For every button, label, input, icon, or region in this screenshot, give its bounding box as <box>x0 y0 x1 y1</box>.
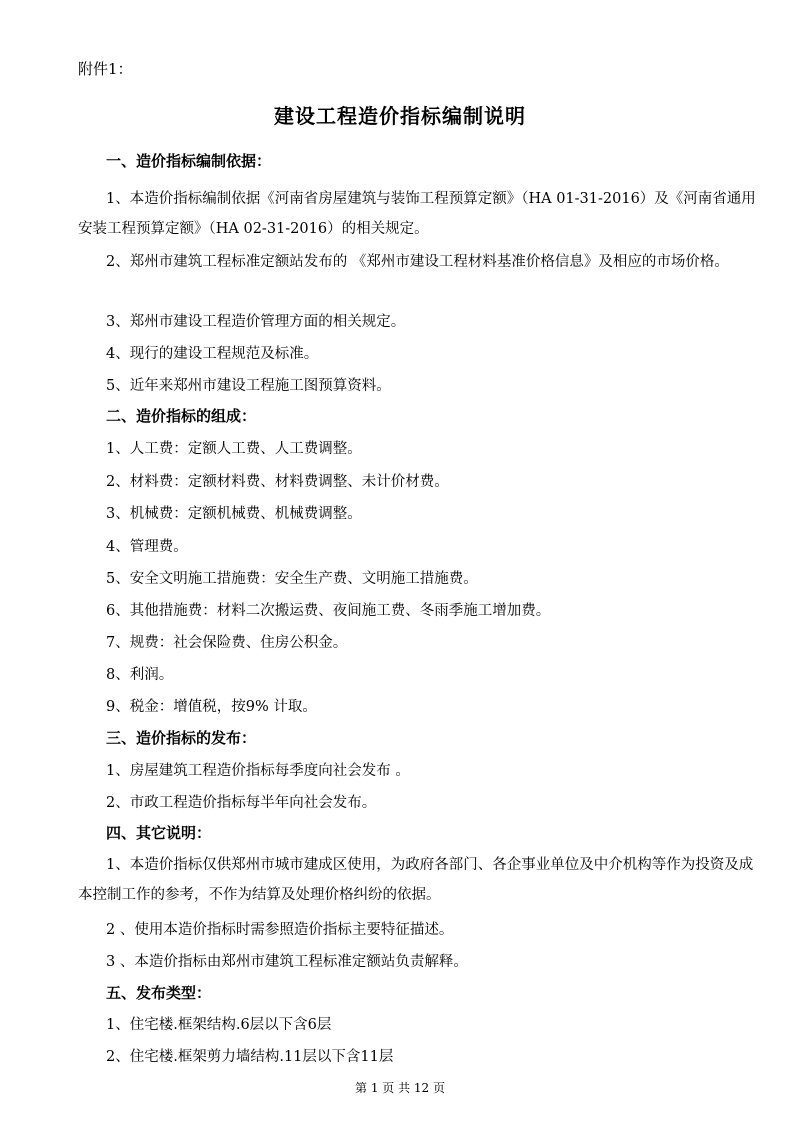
basis-item-1: 1、本造价指标编制依据《河南省房屋建筑与装饰工程预算定额》（HA 01-31-2016）及《河南省通用安装工程预算定额》（HA 02-31-2016）的相关规定。 <box>78 191 756 237</box>
document-title: 建设工程造价指标编制说明 <box>274 104 526 128</box>
basis-item-2: 2、郑州市建筑工程标准定额站发布的 《郑州市建设工程材料基准价格信息》及相应的市场价格。 <box>106 254 729 270</box>
composition-item-8: 8、利润。 <box>106 667 174 683</box>
attachment-label: 附件1： <box>78 60 133 78</box>
composition-item-9: 9、税金：增值税，按9% 计取。 <box>106 699 317 715</box>
type-item-1: 1、住宅楼.框架结构.6层以下含6层 <box>106 1017 332 1033</box>
type-item-2: 2、住宅楼.框架剪力墙结构.11层以下含11层 <box>106 1049 394 1065</box>
composition-item-6: 6、其他措施费：材料二次搬运费、夜间施工费、冬雨季施工增加费。 <box>106 603 551 619</box>
release-item-1: 1、房屋建筑工程造价指标每季度向社会发布 。 <box>106 763 410 779</box>
section-heading-release: 三、造价指标的发布： <box>106 729 257 747</box>
composition-item-2: 2、材料费：定额材料费、材料费调整、未计价材费。 <box>106 474 449 490</box>
composition-item-3: 3、机械费：定额机械费、机械费调整。 <box>106 506 362 522</box>
other-item-3: 3 、本造价指标由郑州市建筑工程标准定额站负责解释。 <box>106 954 468 970</box>
other-item-1: 1、本造价指标仅供郑州市城市建成区使用，为政府各部门、各企事业单位及中介机构等作为投资及成本控制工作的参考，不作为结算及处理价格纠纷的依据。 <box>78 857 754 903</box>
basis-item-3: 3、郑州市建设工程造价管理方面的相关规定。 <box>106 314 406 330</box>
release-item-2: 2、市政工程造价指标每半年向社会发布。 <box>106 795 377 811</box>
basis-item-4: 4、现行的建设工程规范及标准。 <box>106 346 319 362</box>
composition-item-1: 1、人工费：定额人工费、人工费调整。 <box>106 441 362 457</box>
section-heading-composition: 二、造价指标的组成： <box>106 407 257 425</box>
composition-item-7: 7、规费：社会保险费、住房公积金。 <box>106 635 348 651</box>
composition-item-4: 4、管理费。 <box>106 539 188 555</box>
basis-item-5: 5、近年来郑州市建设工程施工图预算资料。 <box>106 378 391 394</box>
composition-item-5: 5、安全文明施工措施费：安全生产费、文明施工措施费。 <box>106 571 478 587</box>
section-heading-other: 四、其它说明： <box>106 824 212 842</box>
section-heading-types: 五、发布类型： <box>106 984 212 1002</box>
other-item-2: 2 、使用本造价指标时需参照造价指标主要特征描述。 <box>106 922 454 938</box>
page-footer: 第 1 页 共 12 页 <box>355 1081 445 1095</box>
section-heading-basis: 一、造价指标编制依据： <box>106 152 272 170</box>
